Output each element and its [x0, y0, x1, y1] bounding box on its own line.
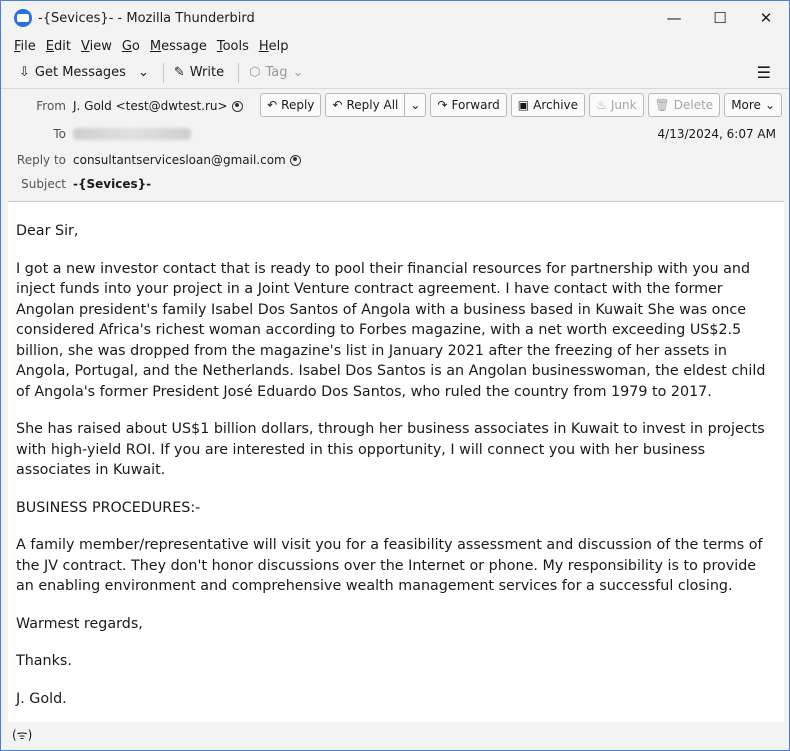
menu-file[interactable]: File: [14, 38, 36, 54]
to-label: To: [53, 127, 66, 141]
from-value[interactable]: J. Gold <test@dwtest.ru>: [73, 99, 228, 113]
reply-to-value[interactable]: consultantservicesloan@gmail.com: [73, 153, 286, 167]
menu-go[interactable]: Go: [121, 38, 140, 54]
main-toolbar: [1, 57, 789, 89]
trash-icon: 🗑: [654, 98, 670, 112]
menu-message[interactable]: Message: [149, 38, 207, 54]
forward-button[interactable]: ↷ Forward: [430, 93, 506, 117]
to-row: [8, 127, 191, 141]
subject-label: Subject: [21, 177, 66, 191]
menu-help[interactable]: Help: [258, 38, 289, 54]
subject-row: [8, 177, 151, 191]
chevron-down-icon: ⌄: [410, 98, 421, 112]
menu-bar: [1, 35, 789, 57]
toolbar-divider: [163, 63, 164, 83]
message-header: [8, 89, 784, 201]
toolbar-divider: [238, 63, 239, 83]
signature: J. Gold.: [16, 690, 67, 707]
reply-all-dropdown[interactable]: [404, 93, 426, 117]
chevron-down-icon: ⌄: [764, 98, 775, 112]
title-bar: [1, 1, 789, 35]
online-status-icon[interactable]: (ᯤ): [12, 727, 33, 742]
body-paragraph: I got a new investor contact that is ready to pool their financial resources for partnership with you and inject funds into your project in a Joint Venture contract agreement. I have contact with the former Angolan president's family Isabel Dos Santos of Angola with a business based in Kuwait She was once considered Africa's richest woman according to Forbes magazine, with a net worth exceeding US$2.5 billion, she was dropped from the magazine's list in January 2021 after the freezing of her assets in Angola, Portugal, and the Netherlands. Isabel Dos Santos is an Angolan businesswoman, the eldest child of Angola's former President José Eduardo Dos Santos, who ruled the country from 1979 to 2017.: [16, 260, 766, 400]
contact-icon[interactable]: [290, 155, 301, 166]
get-messages-button[interactable]: ⇩ Get Messages: [19, 65, 126, 80]
from-row: [8, 99, 243, 113]
delete-button[interactable]: 🗑 Delete: [648, 93, 721, 117]
inbox-download-icon: ⇩: [19, 65, 30, 80]
maximize-button[interactable]: ☐: [713, 9, 727, 27]
message-body: [8, 201, 784, 722]
reply-arrow-icon: ↶: [267, 98, 278, 112]
reply-all-button[interactable]: ↶ Reply All: [325, 93, 405, 117]
sign-off: Thanks.: [16, 653, 72, 669]
menu-edit[interactable]: Edit: [45, 38, 71, 54]
chevron-down-icon: ⌄: [137, 65, 149, 80]
close-button[interactable]: ✕: [759, 9, 773, 27]
forward-arrow-icon: ↷: [437, 98, 448, 112]
write-button[interactable]: ✎ Write: [173, 65, 225, 80]
reply-to-label: Reply to: [16, 153, 66, 167]
chevron-down-icon: ⌄: [292, 65, 304, 80]
tag-icon: ⬡: [249, 65, 261, 80]
archive-box-icon: ▣: [517, 98, 530, 112]
get-messages-dropdown[interactable]: [134, 62, 153, 83]
from-label: From: [36, 99, 66, 113]
junk-button[interactable]: ♨ Junk: [589, 93, 643, 117]
sign-off: Warmest regards,: [16, 615, 143, 632]
message-date: 4/13/2024, 6:07 AM: [657, 127, 776, 141]
menu-tools[interactable]: Tools: [216, 38, 249, 54]
app-menu-button[interactable]: [757, 63, 771, 82]
tag-button[interactable]: ⬡ Tag ⌄: [249, 65, 304, 80]
reply-button[interactable]: ↶ Reply: [260, 93, 321, 117]
subject-value: -{Sevices}-: [73, 177, 152, 191]
body-paragraph: BUSINESS PROCEDURES:-: [16, 499, 201, 516]
thunderbird-logo-icon: [14, 9, 32, 27]
window-title: -{Sevices}- - Mozilla Thunderbird: [38, 10, 255, 26]
menu-view[interactable]: View: [80, 38, 112, 54]
hamburger-icon: ☰: [756, 63, 771, 82]
window-controls: [651, 1, 789, 35]
flame-icon: ♨: [596, 98, 607, 112]
archive-button[interactable]: ▣ Archive: [511, 93, 585, 117]
minimize-button[interactable]: —: [666, 9, 682, 27]
contact-icon[interactable]: [232, 101, 243, 112]
reply-to-row: [8, 153, 301, 167]
redacted-recipient: [73, 128, 191, 140]
status-bar: [8, 722, 784, 746]
message-actions: [256, 93, 782, 117]
body-paragraph: A family member/representative will visit you for a feasibility assessment and discussion of the terms of the JV contract. They don't honor discussions over the Internet or phone. My responsibility is to provide an enabling environment and comprehensive wealth management services for a successful closing.: [16, 537, 763, 594]
body-paragraph: She has raised about US$1 billion dollars, through her business associates in Kuwait to invest in projects with high-yield ROI. If you are interested in this opportunity, I will connect you with her business associates in Kuwait.: [16, 421, 765, 478]
greeting: Dear Sir,: [16, 223, 79, 239]
reply-all-icon: ↶: [332, 98, 343, 112]
pencil-icon: ✎: [173, 65, 185, 80]
more-button[interactable]: More ⌄: [724, 93, 782, 117]
